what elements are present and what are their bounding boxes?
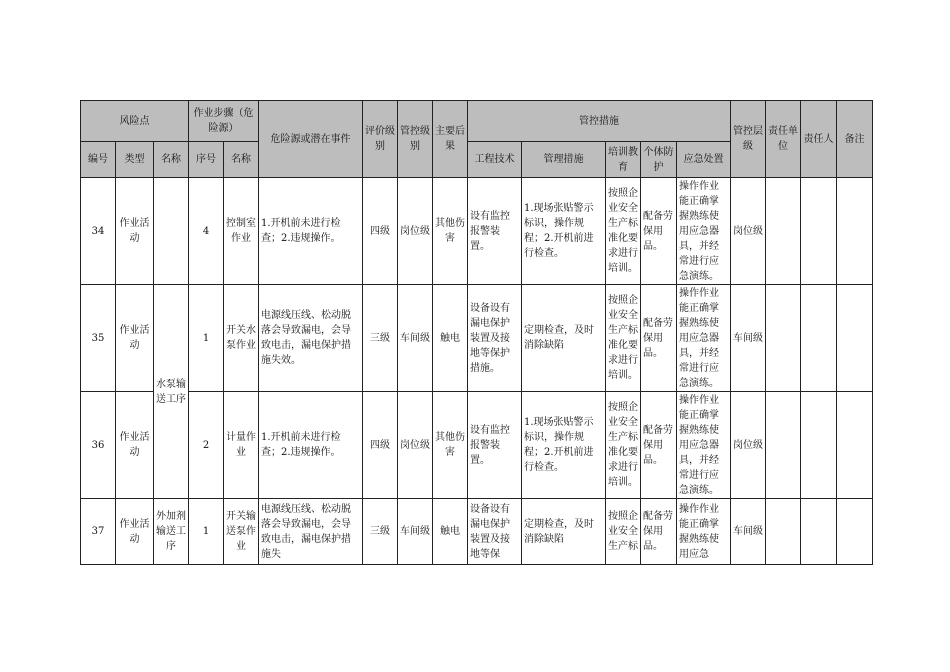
header-eval-level: 评价级别	[363, 101, 398, 178]
cell-seq: 4	[189, 178, 224, 285]
cell-name-merged: 水泵输送工序	[154, 285, 189, 499]
header-control-layer: 管控层级	[731, 101, 766, 178]
cell-remark	[837, 499, 873, 565]
table-row	[81, 499, 873, 565]
cell-hazard: 1.开机前未进行检查；2.违规操作。	[259, 392, 363, 499]
cell-layer: 岗位级	[731, 392, 766, 499]
cell-eval: 四级	[363, 178, 398, 285]
header-type: 类型	[116, 142, 154, 178]
cell-emergency: 操作作业能正确掌握熟练使用应急器具，并经常进行应急演练。	[677, 178, 731, 285]
header-risk-point: 风险点	[81, 101, 189, 142]
cell-remark	[837, 392, 873, 499]
cell-eval: 四级	[363, 392, 398, 499]
cell-management: 1.现场张贴警示标识，操作规程；2.开机前进行检查。	[522, 392, 606, 499]
cell-hazard: 电源线压线、松动脱落会导致漏电，会导致电击，漏电保护措施失	[259, 499, 363, 565]
header-emergency: 应急处置	[677, 142, 731, 178]
cell-ppe: 配备劳保用品。	[641, 178, 677, 285]
header-management: 管理措施	[522, 142, 606, 178]
header-main-harm: 主要后果	[433, 101, 468, 178]
cell-no: 37	[81, 499, 116, 565]
header-no: 编号	[81, 142, 116, 178]
cell-management: 定期检查，及时消除缺陷	[522, 499, 606, 565]
cell-no: 34	[81, 178, 116, 285]
cell-ctrl: 岗位级	[398, 178, 433, 285]
table-row	[81, 392, 873, 499]
cell-ppe: 配备劳保用品。	[641, 499, 677, 565]
cell-step: 计量作业	[224, 392, 259, 499]
cell-unit	[766, 499, 801, 565]
header-name: 名称	[154, 142, 189, 178]
cell-engineering: 设有监控报警装置。	[468, 178, 522, 285]
header-training: 培训教育	[606, 142, 641, 178]
header-remark: 备注	[837, 101, 873, 178]
cell-harm: 触电	[433, 499, 468, 565]
cell-training: 按照企业安全生产标准化要求进行培训。	[606, 178, 641, 285]
cell-unit	[766, 178, 801, 285]
cell-harm: 其他伤害	[433, 178, 468, 285]
cell-seq: 2	[189, 392, 224, 499]
header-hazard: 危险源或潜在事件	[259, 101, 363, 178]
cell-no: 35	[81, 285, 116, 392]
header-resp-unit: 责任单位	[766, 101, 801, 178]
cell-ctrl: 车间级	[398, 285, 433, 392]
cell-emergency: 操作作业能正确掌握熟练使用应急器具，并经常进行应急演练。	[677, 285, 731, 392]
cell-ctrl: 车间级	[398, 499, 433, 565]
cell-ppe: 配备劳保用品。	[641, 285, 677, 392]
cell-type: 作业活动	[116, 178, 154, 285]
cell-hazard: 电源线压线、松动脱落会导致漏电，会导致电击，漏电保护措施失效。	[259, 285, 363, 392]
cell-step: 开关输送泵作业	[224, 499, 259, 565]
cell-ppe: 配备劳保用品。	[641, 392, 677, 499]
header-work-step: 作业步骤（危险源）	[189, 101, 259, 142]
cell-training: 按照企业安全生产标准化要求进行培训。	[606, 285, 641, 392]
header-resp-person: 责任人	[801, 101, 837, 178]
cell-eval: 三级	[363, 285, 398, 392]
cell-training: 按照企业安全生产标准化要求进行培训。	[606, 392, 641, 499]
cell-harm: 触电	[433, 285, 468, 392]
cell-person	[801, 499, 837, 565]
table-row	[81, 285, 873, 392]
cell-step: 控制室作业	[224, 178, 259, 285]
cell-harm: 其他伤害	[433, 392, 468, 499]
cell-type: 作业活动	[116, 392, 154, 499]
cell-layer: 车间级	[731, 285, 766, 392]
risk-control-table	[80, 100, 873, 565]
cell-type: 作业活动	[116, 499, 154, 565]
cell-unit	[766, 285, 801, 392]
cell-name: 外加剂输送工序	[154, 499, 189, 565]
cell-management: 定期检查，及时消除缺陷	[522, 285, 606, 392]
header-control-level: 管控级别	[398, 101, 433, 178]
cell-emergency: 操作作业能正确掌握熟练使用应急	[677, 499, 731, 565]
header-step-name: 名称	[224, 142, 259, 178]
cell-seq: 1	[189, 499, 224, 565]
cell-engineering: 设有监控报警装置。	[468, 392, 522, 499]
header-control-measures: 管控措施	[468, 101, 731, 142]
cell-management: 1.现场张贴警示标识，操作规程；2.开机前进行检查。	[522, 178, 606, 285]
cell-layer: 车间级	[731, 499, 766, 565]
cell-person	[801, 285, 837, 392]
cell-engineering: 设备设有漏电保护装置及接地等保护措施。	[468, 285, 522, 392]
cell-remark	[837, 285, 873, 392]
cell-emergency: 操作作业能正确掌握熟练使用应急器具，并经常进行应急演练。	[677, 392, 731, 499]
header-seq: 序号	[189, 142, 224, 178]
cell-no: 36	[81, 392, 116, 499]
table-row	[81, 178, 873, 285]
cell-seq: 1	[189, 285, 224, 392]
cell-engineering: 设备设有漏电保护装置及接地等保	[468, 499, 522, 565]
cell-training: 按照企业安全生产标	[606, 499, 641, 565]
header-ppe: 个体防护	[641, 142, 677, 178]
cell-remark	[837, 178, 873, 285]
cell-step: 开关水泵作业	[224, 285, 259, 392]
cell-eval: 三级	[363, 499, 398, 565]
cell-person	[801, 392, 837, 499]
cell-person	[801, 178, 837, 285]
header-engineering: 工程技术	[468, 142, 522, 178]
cell-type: 作业活动	[116, 285, 154, 392]
cell-unit	[766, 392, 801, 499]
cell-hazard: 1.开机前未进行检查；2.违规操作。	[259, 178, 363, 285]
cell-ctrl: 岗位级	[398, 392, 433, 499]
cell-name	[154, 178, 189, 285]
cell-layer: 岗位级	[731, 178, 766, 285]
